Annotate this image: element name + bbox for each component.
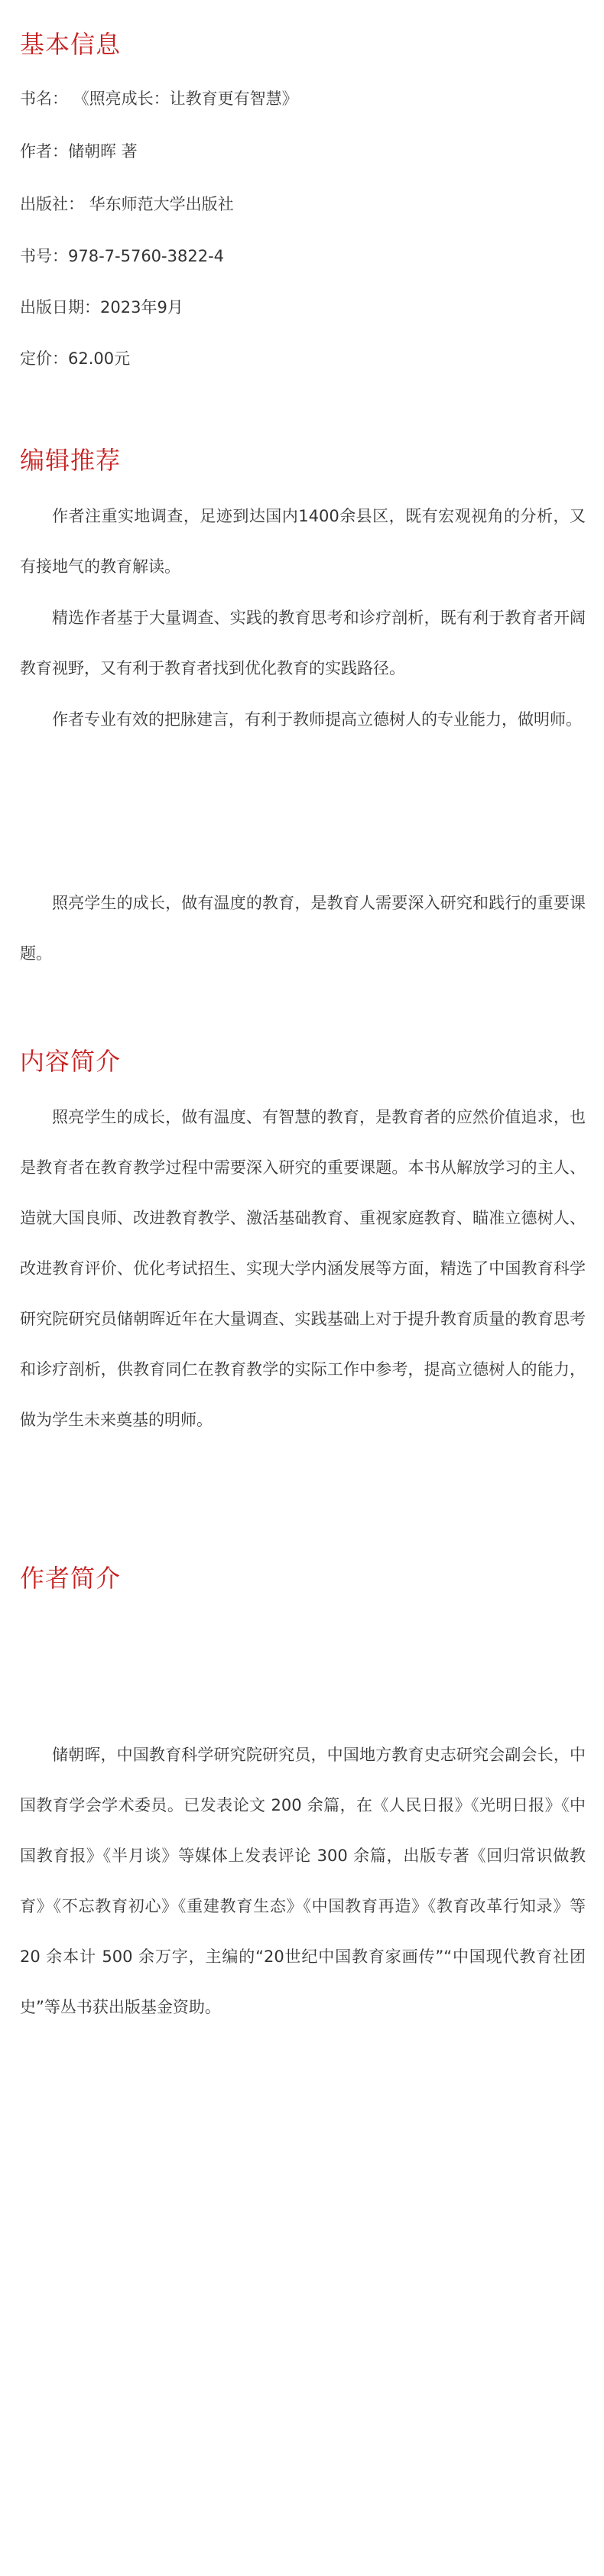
- content-intro-heading: 内容简介: [20, 1047, 122, 1076]
- editor-recommend-paragraph: 作者专业有效的把脉建言，有利于教师提高立德树人的专业能力，做明师。: [52, 710, 582, 729]
- editor-recommend-paragraph: 作者注重实地调查，足迹到达国内1400余县区，既有宏观视角的分析，又有接地气的教育解读。: [20, 507, 586, 576]
- editor-recommend-heading: 编辑推荐: [20, 446, 122, 475]
- editor-recommend-paragraph: 照亮学生的成长，做有温度的教育，是教育人需要深入研究和践行的重要课题。: [20, 894, 586, 963]
- author-intro-paragraph: 储朝晖，中国教育科学研究院研究员，中国地方教育史志研究会副会长，中国教育学会学术委员。已发表论文 200 余篇，在《人民日报》《光明日报》《中国教育报》《半月谈》等媒体上发表评论 300 余篇，出版专著《回归常识做教育》《不忘教育初心》《重建教育生态》《中国教育再造》《教育改革行知录》等 20 余本计 500 余万字，主编的“20世纪中国教育家画传”“中国现代教育社团史”等丛书获出版基金资助。: [20, 1746, 586, 2016]
- content-intro-paragraph: 照亮学生的成长，做有温度、有智慧的教育，是教育者的应然价值追求，也是教育者在教育教学过程中需要深入研究的重要课题。本书从解放学习的主人、造就大国良师、改进教育教学、激活基础教育、重视家庭教育、瞄准立德树人、改进教育评价、优化考试招生、实现大学内涵发展等方面，精选了中国教育科学研究院研究员储朝晖近年在大量调查、实践基础上对于提升教育质量的教育思考和诊疗剖析，供教育同仁在教育教学的实际工作中参考，提高立德树人的能力，做为学生未来奠基的明师。: [20, 1108, 586, 1429]
- publisher-line: 出版社： 华东师范大学出版社: [20, 195, 234, 213]
- editor-recommend-paragraph: 精选作者基于大量调查、实践的教育思考和诊疗剖析，既有利于教育者开阔教育视野，又有利于教育者找到优化教育的实践路径。: [20, 609, 586, 677]
- author-line: 作者：储朝晖 著: [20, 142, 138, 161]
- pub-date-line: 出版日期：2023年9月: [20, 298, 183, 317]
- isbn-line: 书号：978-7-5760-3822-4: [20, 247, 225, 265]
- basic-info-heading: 基本信息: [20, 30, 122, 59]
- author-intro-heading: 作者简介: [20, 1564, 122, 1593]
- book-name-line: 书名： 《照亮成长：让教育更有智慧》: [20, 89, 298, 108]
- price-line: 定价：62.00元: [20, 349, 131, 368]
